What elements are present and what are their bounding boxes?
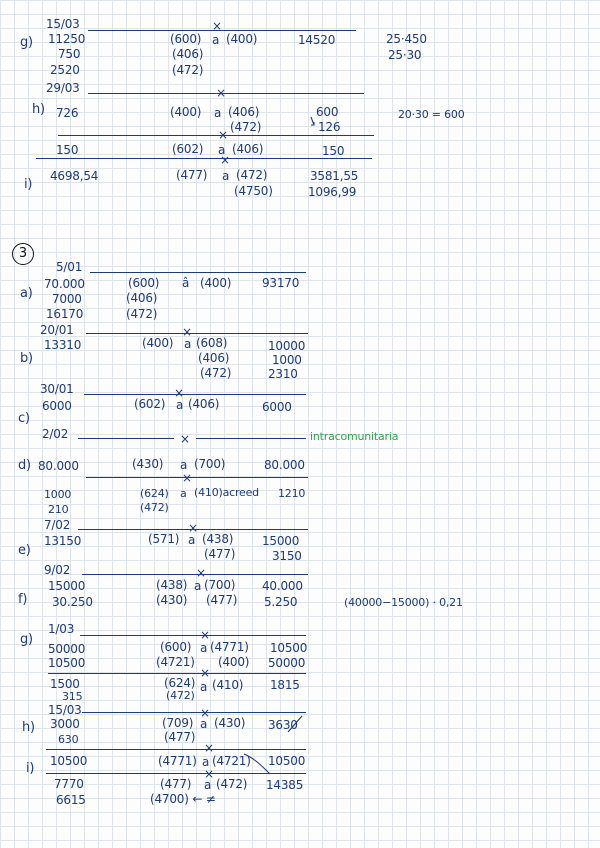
debit-account: (477) bbox=[176, 168, 208, 182]
journal-separator bbox=[78, 438, 174, 439]
credit-account: (406) bbox=[228, 105, 260, 119]
journal-separator bbox=[88, 30, 356, 31]
date-c2: 2/02 bbox=[42, 427, 69, 441]
credit-account: (410) bbox=[212, 678, 244, 692]
cross-mark: × bbox=[204, 741, 214, 755]
credit-amount: 40.000 bbox=[262, 579, 303, 593]
journal-separator bbox=[86, 333, 308, 334]
intracomunitaria-note: intracomunitaria bbox=[310, 430, 399, 443]
a-connector: a bbox=[180, 487, 187, 500]
credit-amount: 10500 bbox=[268, 754, 306, 768]
entry-label-b: b) bbox=[20, 351, 33, 366]
cross-mark: × bbox=[204, 767, 214, 781]
date-g-top: 15/03 bbox=[46, 17, 80, 31]
debit-amount: 210 bbox=[48, 503, 69, 516]
a-connector: a bbox=[222, 169, 230, 183]
debit-account: (600) bbox=[160, 640, 192, 654]
journal-separator bbox=[46, 773, 306, 774]
credit-amount: 6000 bbox=[262, 400, 292, 414]
entry-label-a: a) bbox=[20, 286, 33, 301]
debit-amount: 1500 bbox=[50, 677, 80, 691]
debit-amount: 16170 bbox=[46, 307, 84, 321]
date-g2-top: 29/03 bbox=[46, 81, 80, 95]
journal-separator bbox=[86, 477, 308, 478]
date-f: 9/02 bbox=[44, 563, 71, 577]
credit-account: (400) bbox=[218, 655, 250, 669]
journal-separator bbox=[196, 438, 306, 439]
cross-mark: × bbox=[220, 153, 230, 167]
strike-mark bbox=[286, 712, 306, 736]
date-e: 7/02 bbox=[44, 518, 71, 532]
entry-label-e: e) bbox=[18, 543, 31, 558]
credit-account: (472) bbox=[236, 168, 268, 182]
entry-label-h: h) bbox=[22, 720, 35, 735]
credit-account: (700) bbox=[194, 457, 226, 471]
credit-amount: 14520 bbox=[298, 33, 336, 47]
credit-amount: 14385 bbox=[266, 778, 304, 792]
journal-separator bbox=[88, 93, 364, 94]
credit-amount: 1000 bbox=[272, 353, 302, 367]
cross-mark: × bbox=[200, 706, 210, 720]
debit-amount: 30.250 bbox=[52, 595, 93, 609]
credit-amount: 3581,55 bbox=[310, 169, 359, 183]
credit-account: (472) bbox=[216, 777, 248, 791]
cross-mark: × bbox=[218, 128, 228, 142]
a-connector: a bbox=[184, 337, 192, 351]
cross-mark: × bbox=[180, 432, 190, 446]
credit-account: (608) bbox=[196, 336, 228, 350]
debit-account: (477) bbox=[164, 730, 196, 744]
debit-amount: 2520 bbox=[50, 63, 80, 77]
debit-amount: 10500 bbox=[48, 656, 86, 670]
credit-account: (4721) bbox=[212, 754, 251, 768]
a-connector: a bbox=[204, 778, 212, 792]
credit-amount: 10500 bbox=[270, 641, 308, 655]
credit-account: (700) bbox=[204, 578, 236, 592]
cross-mark: × bbox=[182, 471, 192, 485]
entry-label-c: c) bbox=[18, 411, 30, 426]
side-note: 25·30 bbox=[388, 48, 422, 62]
journal-separator bbox=[82, 574, 308, 575]
entry-label-f: f) bbox=[18, 592, 28, 607]
debit-account: (571) bbox=[148, 532, 180, 546]
debit-amount: 70.000 bbox=[44, 277, 85, 291]
cross-mark: × bbox=[200, 666, 210, 680]
debit-account: (430) bbox=[156, 593, 188, 607]
debit-account: (438) bbox=[156, 578, 188, 592]
credit-account: (438) bbox=[202, 532, 234, 546]
debit-account: (602) bbox=[134, 397, 166, 411]
cross-mark: × bbox=[212, 19, 222, 33]
entry-label-i: i) bbox=[26, 761, 35, 776]
credit-account: (4750) bbox=[234, 184, 273, 198]
debit-amount: 315 bbox=[62, 690, 83, 703]
credit-amount: 600 bbox=[316, 105, 339, 119]
journal-separator bbox=[58, 135, 374, 136]
debit-amount: 630 bbox=[58, 733, 79, 746]
debit-account: (472) bbox=[126, 307, 158, 321]
cross-mark: × bbox=[182, 325, 192, 339]
debit-account: (430) bbox=[132, 457, 164, 471]
credit-account: (406) bbox=[188, 397, 220, 411]
debit-account: (709) bbox=[162, 716, 194, 730]
debit-amount: 15000 bbox=[48, 579, 86, 593]
a-connector: a bbox=[176, 398, 184, 412]
credit-amount: 5.250 bbox=[264, 595, 298, 609]
a-connector: a bbox=[212, 33, 220, 47]
date-c: 30/01 bbox=[40, 382, 74, 396]
debit-account: (602) bbox=[172, 142, 204, 156]
credit-amount: 1815 bbox=[270, 678, 300, 692]
debit-account: (600) bbox=[128, 276, 160, 290]
debit-account: (472) bbox=[172, 63, 204, 77]
credit-account: (430) bbox=[214, 716, 246, 730]
credit-account: (406) bbox=[232, 142, 264, 156]
credit-amount: 50000 bbox=[268, 656, 306, 670]
credit-amount: 93170 bbox=[262, 276, 300, 290]
credit-amount: 3150 bbox=[272, 549, 302, 563]
side-note: 20·30 = 600 bbox=[398, 108, 465, 121]
debit-amount: 13150 bbox=[44, 534, 82, 548]
journal-separator bbox=[78, 529, 308, 530]
journal-separator bbox=[48, 673, 306, 674]
debit-amount: 6000 bbox=[42, 399, 72, 413]
credit-amount: 126 bbox=[318, 120, 341, 134]
vat-calculation-note: (40000−15000) · 0,21 bbox=[344, 596, 463, 609]
credit-amount: 3630 bbox=[268, 718, 298, 732]
debit-amount: 750 bbox=[58, 47, 81, 61]
debit-account: (624) bbox=[164, 676, 196, 690]
a-connector: a bbox=[200, 641, 208, 655]
cross-mark: × bbox=[188, 521, 198, 535]
a-connector: a bbox=[202, 755, 210, 769]
debit-account: (4771) bbox=[158, 754, 197, 768]
credit-account: (400) bbox=[226, 32, 258, 46]
credit-account: (472) bbox=[230, 120, 262, 134]
credit-amount: 80.000 bbox=[264, 458, 305, 472]
arrow-icon bbox=[310, 116, 322, 128]
debit-account: (624) bbox=[140, 487, 169, 500]
entry-label-g: g) bbox=[20, 632, 33, 647]
entry-label-h: h) bbox=[32, 102, 45, 117]
debit-account: (4700) ← ≠ bbox=[150, 792, 216, 806]
a-connector: a bbox=[180, 458, 188, 472]
debit-amount: 7000 bbox=[52, 292, 82, 306]
entry-label-g: g) bbox=[20, 35, 33, 50]
debit-amount: 1000 bbox=[44, 488, 72, 501]
journal-separator bbox=[90, 272, 306, 273]
debit-account: (4721) bbox=[156, 655, 195, 669]
debit-account: (406) bbox=[126, 291, 158, 305]
a-connector: a bbox=[200, 717, 208, 731]
debit-amount: 13310 bbox=[44, 338, 82, 352]
a-connector: a bbox=[214, 106, 222, 120]
a-connector: a bbox=[194, 579, 202, 593]
credit-account: (477) bbox=[206, 593, 238, 607]
debit-amount: 6615 bbox=[56, 793, 86, 807]
debit-amount: 80.000 bbox=[38, 459, 79, 473]
a-connector: a bbox=[218, 143, 226, 157]
credit-amount: 1210 bbox=[278, 487, 306, 500]
credit-amount: 2310 bbox=[268, 367, 298, 381]
cross-mark: × bbox=[200, 628, 210, 642]
credit-amount: 150 bbox=[322, 144, 345, 158]
credit-amount: 15000 bbox=[262, 534, 300, 548]
debit-account: (472) bbox=[166, 689, 195, 702]
credit-amount: 10000 bbox=[268, 339, 306, 353]
a-connector: â bbox=[182, 276, 190, 290]
journal-separator bbox=[80, 635, 306, 636]
cross-mark: × bbox=[196, 566, 206, 580]
debit-amount: 726 bbox=[56, 106, 79, 120]
debit-account: (477) bbox=[160, 777, 192, 791]
credit-account: (410)acreed bbox=[194, 486, 259, 499]
entry-label-i: i) bbox=[24, 177, 33, 192]
date-h: 15/03 bbox=[48, 703, 82, 717]
a-connector: a bbox=[200, 680, 208, 694]
journal-separator bbox=[46, 749, 306, 750]
credit-amount: 1096,99 bbox=[308, 185, 357, 199]
entry-label-d: d) bbox=[18, 458, 31, 473]
date-b: 20/01 bbox=[40, 323, 74, 337]
date-g: 1/03 bbox=[48, 622, 75, 636]
credit-account: (477) bbox=[204, 547, 236, 561]
debit-account: (406) bbox=[172, 47, 204, 61]
credit-account: (4771) bbox=[210, 640, 249, 654]
debit-amount: 10500 bbox=[50, 754, 88, 768]
side-note: 25·450 bbox=[386, 32, 427, 46]
a-connector: a bbox=[188, 533, 196, 547]
debit-amount: 11250 bbox=[48, 32, 86, 46]
section-number: 3 bbox=[12, 243, 34, 265]
journal-separator bbox=[82, 712, 306, 713]
debit-amount: 4698,54 bbox=[50, 169, 99, 183]
credit-account: (472) bbox=[200, 366, 232, 380]
debit-account: (400) bbox=[142, 336, 174, 350]
debit-amount: 3000 bbox=[50, 717, 80, 731]
debit-account: (472) bbox=[140, 501, 169, 514]
cross-mark: × bbox=[216, 86, 226, 100]
debit-account: (400) bbox=[170, 105, 202, 119]
debit-amount: 150 bbox=[56, 143, 79, 157]
journal-separator bbox=[36, 158, 372, 159]
journal-separator bbox=[84, 394, 306, 395]
cross-mark: × bbox=[174, 386, 184, 400]
credit-account: (400) bbox=[200, 276, 232, 290]
debit-amount: 50000 bbox=[48, 642, 86, 656]
date-a: 5/01 bbox=[56, 260, 83, 274]
credit-account: (406) bbox=[198, 351, 230, 365]
debit-amount: 7770 bbox=[54, 777, 84, 791]
debit-account: (600) bbox=[170, 32, 202, 46]
